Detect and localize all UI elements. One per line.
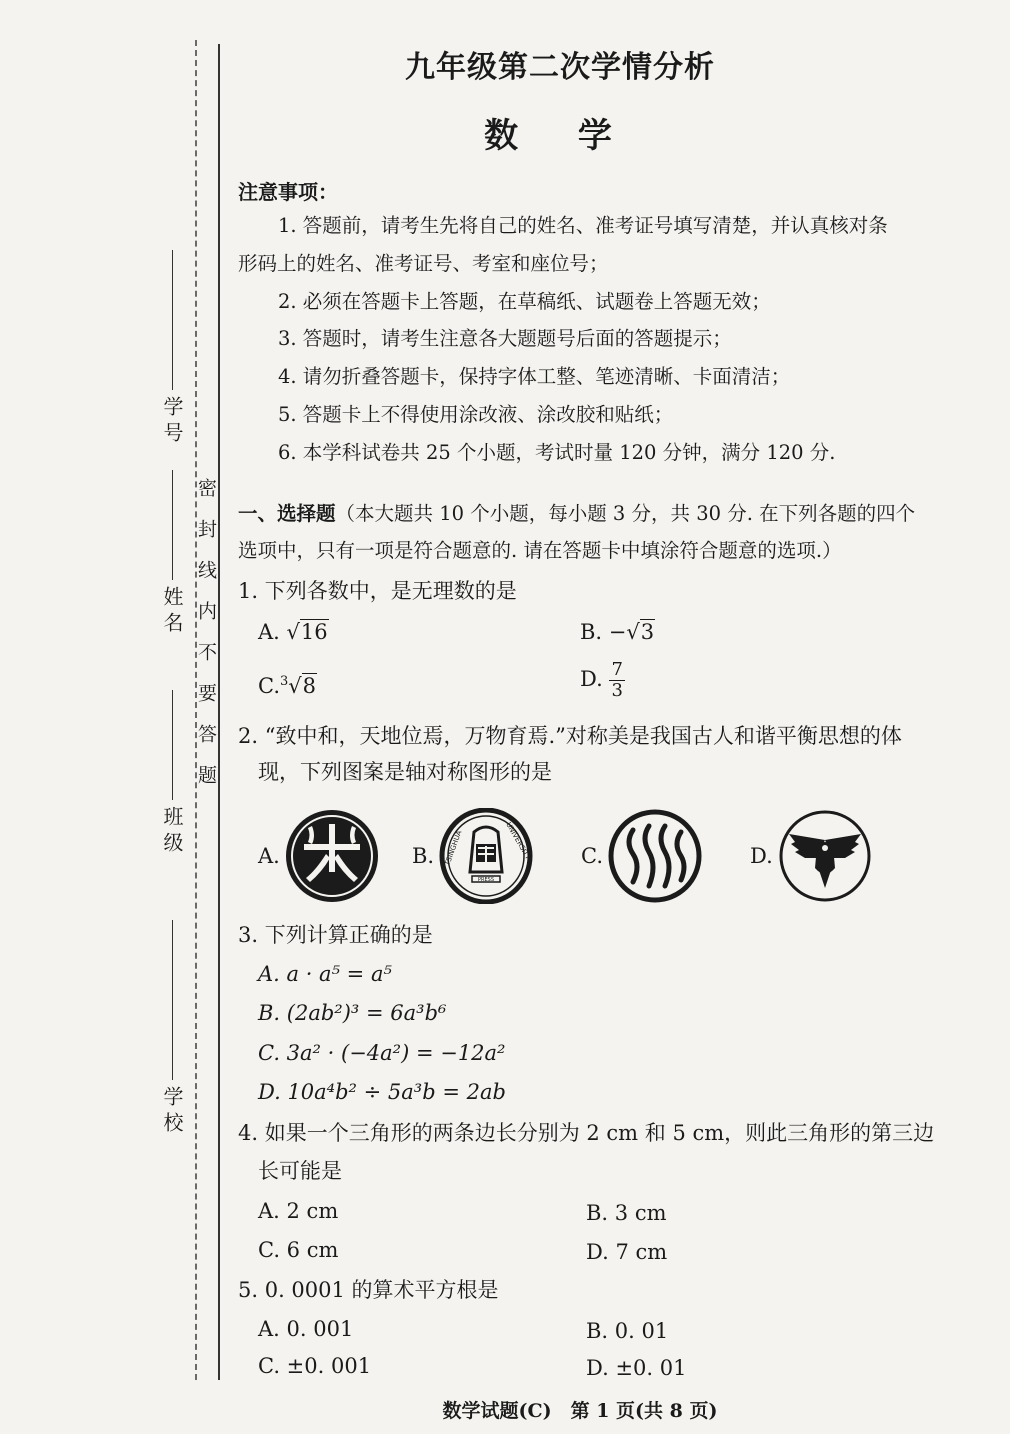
school-label: 学校 — [160, 1086, 184, 1138]
question-2-stem-cont: 现，下列图案是轴对称图形的是 — [258, 760, 552, 784]
q1-option-a[interactable]: A. √16 — [258, 620, 328, 644]
note-item-1: 1. 答题前，请考生先将自己的姓名、准考证号填写清楚，并认真核对条 — [278, 214, 888, 237]
q2-option-a[interactable] — [258, 808, 382, 904]
note-item-6: 6. 本学科试卷共 25 个小题，考试时量 120 分钟，满分 120 分. — [278, 441, 836, 464]
class-field — [152, 690, 192, 858]
section-1-desc-cont: 选项中，只有一项是符合题意的. 请在答题卡中填涂符合题意的选项.） — [238, 539, 842, 562]
q3-option-c[interactable]: C. 3a² · (−4a²) = −12a² — [258, 1041, 506, 1065]
question-1-stem: 1. 下列各数中，是无理数的是 — [238, 579, 517, 603]
university-text: UNIVERSITY — [504, 821, 533, 861]
section-1-desc: （本大题共 10 个小题，每小题 3 分，共 30 分. 在下列各题的四个 — [335, 502, 916, 525]
q2-option-a-label: A. — [258, 844, 280, 868]
q1-option-c-index: 3 — [280, 674, 289, 689]
school-field — [152, 920, 192, 1138]
q2-option-d-label: D. — [750, 844, 773, 868]
q1-option-d-label: D. — [580, 667, 610, 691]
note-item-2: 2. 必须在答题卡上答题，在草稿纸、试题卷上答题无效； — [278, 290, 771, 313]
name-label: 姓名 — [160, 586, 184, 638]
peking-university-logo-icon — [282, 808, 382, 904]
note-item-4: 4. 请勿折叠答题卡，保持字体工整、笔迹清晰、卡面清洁； — [278, 365, 791, 388]
q3-option-d[interactable]: D. 10a⁴b² ÷ 5a³b = 2ab — [258, 1080, 506, 1104]
name-field — [152, 470, 192, 638]
q5-option-d[interactable]: D. ±0. 01 — [586, 1356, 687, 1380]
tsinghua-text: TSINGHUA — [443, 829, 464, 867]
seal-notice: 密封线内不要答题 — [195, 478, 217, 806]
q5-option-a[interactable]: A. 0. 001 — [258, 1317, 354, 1341]
student-id-field — [152, 250, 192, 448]
class-label: 班级 — [160, 806, 184, 858]
tsinghua-press-logo-icon — [436, 808, 536, 904]
school-blank[interactable] — [172, 920, 173, 1080]
q1-option-d[interactable] — [580, 660, 625, 701]
q1-option-d-numerator: 7 — [611, 659, 623, 680]
exam-title: 九年级第二次学情分析 — [405, 50, 715, 85]
question-4-stem: 4. 如果一个三角形的两条边长分别为 2 cm 和 5 cm，则此三角形的第三边 — [238, 1121, 935, 1145]
q1-option-c-radicand: 8 — [302, 674, 317, 698]
exam-subject: 数 学 — [484, 116, 636, 156]
note-item-1-cont: 形码上的姓名、准考证号、考室和座位号； — [238, 252, 609, 275]
question-3-stem: 3. 下列计算正确的是 — [238, 923, 433, 947]
q1-option-c-label: C. — [258, 674, 280, 698]
q5-option-b[interactable]: B. 0. 01 — [586, 1319, 669, 1343]
q1-option-a-label: A. — [258, 620, 287, 644]
note-item-3: 3. 答题时，请考生注意各大题题号后面的答题提示； — [278, 327, 732, 350]
notes-title: 注意事项： — [238, 180, 338, 204]
q5-option-c[interactable]: C. ±0. 001 — [258, 1354, 372, 1378]
q1-option-d-denominator: 3 — [611, 680, 623, 701]
press-text: PRESS — [478, 877, 495, 883]
student-id-blank[interactable] — [172, 250, 173, 390]
section-1-heading — [238, 500, 915, 528]
q4-option-d[interactable]: D. 7 cm — [586, 1240, 668, 1264]
q1-option-d-fraction — [609, 660, 624, 701]
q4-option-b[interactable]: B. 3 cm — [586, 1201, 667, 1225]
q2-option-b-label: B. — [412, 844, 435, 868]
q2-option-c[interactable] — [581, 808, 705, 904]
question-5-stem: 5. 0. 0001 的算术平方根是 — [238, 1278, 499, 1302]
eagle-emblem-icon — [775, 808, 875, 904]
q3-option-a[interactable]: A. a · a⁵ = a⁵ — [258, 962, 392, 986]
section-1-title: 一、选择题 — [238, 502, 336, 525]
note-item-5: 5. 答题卡上不得使用涂改液、涂改胶和贴纸； — [278, 403, 674, 426]
q2-option-d[interactable] — [750, 808, 875, 904]
q1-option-a-radicand: 16 — [300, 620, 328, 644]
q1-option-b-label: B. − — [580, 620, 627, 644]
q2-option-b[interactable] — [412, 808, 536, 904]
name-blank[interactable] — [172, 470, 173, 580]
q2-option-c-label: C. — [581, 844, 603, 868]
page-footer: 数学试题(C) 第 1 页(共 8 页) — [442, 1400, 718, 1422]
class-blank[interactable] — [172, 690, 173, 800]
student-id-label: 学号 — [160, 396, 184, 448]
question-2-stem: 2. “致中和，天地位焉，万物育焉.”对称美是我国古人和谐平衡思想的体 — [238, 724, 902, 748]
q1-option-c[interactable]: C.$^3$√8 — [258, 674, 317, 698]
question-4-stem-cont: 长可能是 — [258, 1159, 342, 1183]
wavy-lines-logo-icon — [605, 808, 705, 904]
q4-option-c[interactable]: C. 6 cm — [258, 1238, 339, 1262]
q1-option-b-radicand: 3 — [640, 620, 655, 644]
q4-option-a[interactable]: A. 2 cm — [258, 1199, 339, 1223]
q3-option-b[interactable]: B. (2ab²)³ = 6a³b⁶ — [258, 1001, 447, 1025]
q1-option-b[interactable]: B. −√3 — [580, 620, 655, 644]
